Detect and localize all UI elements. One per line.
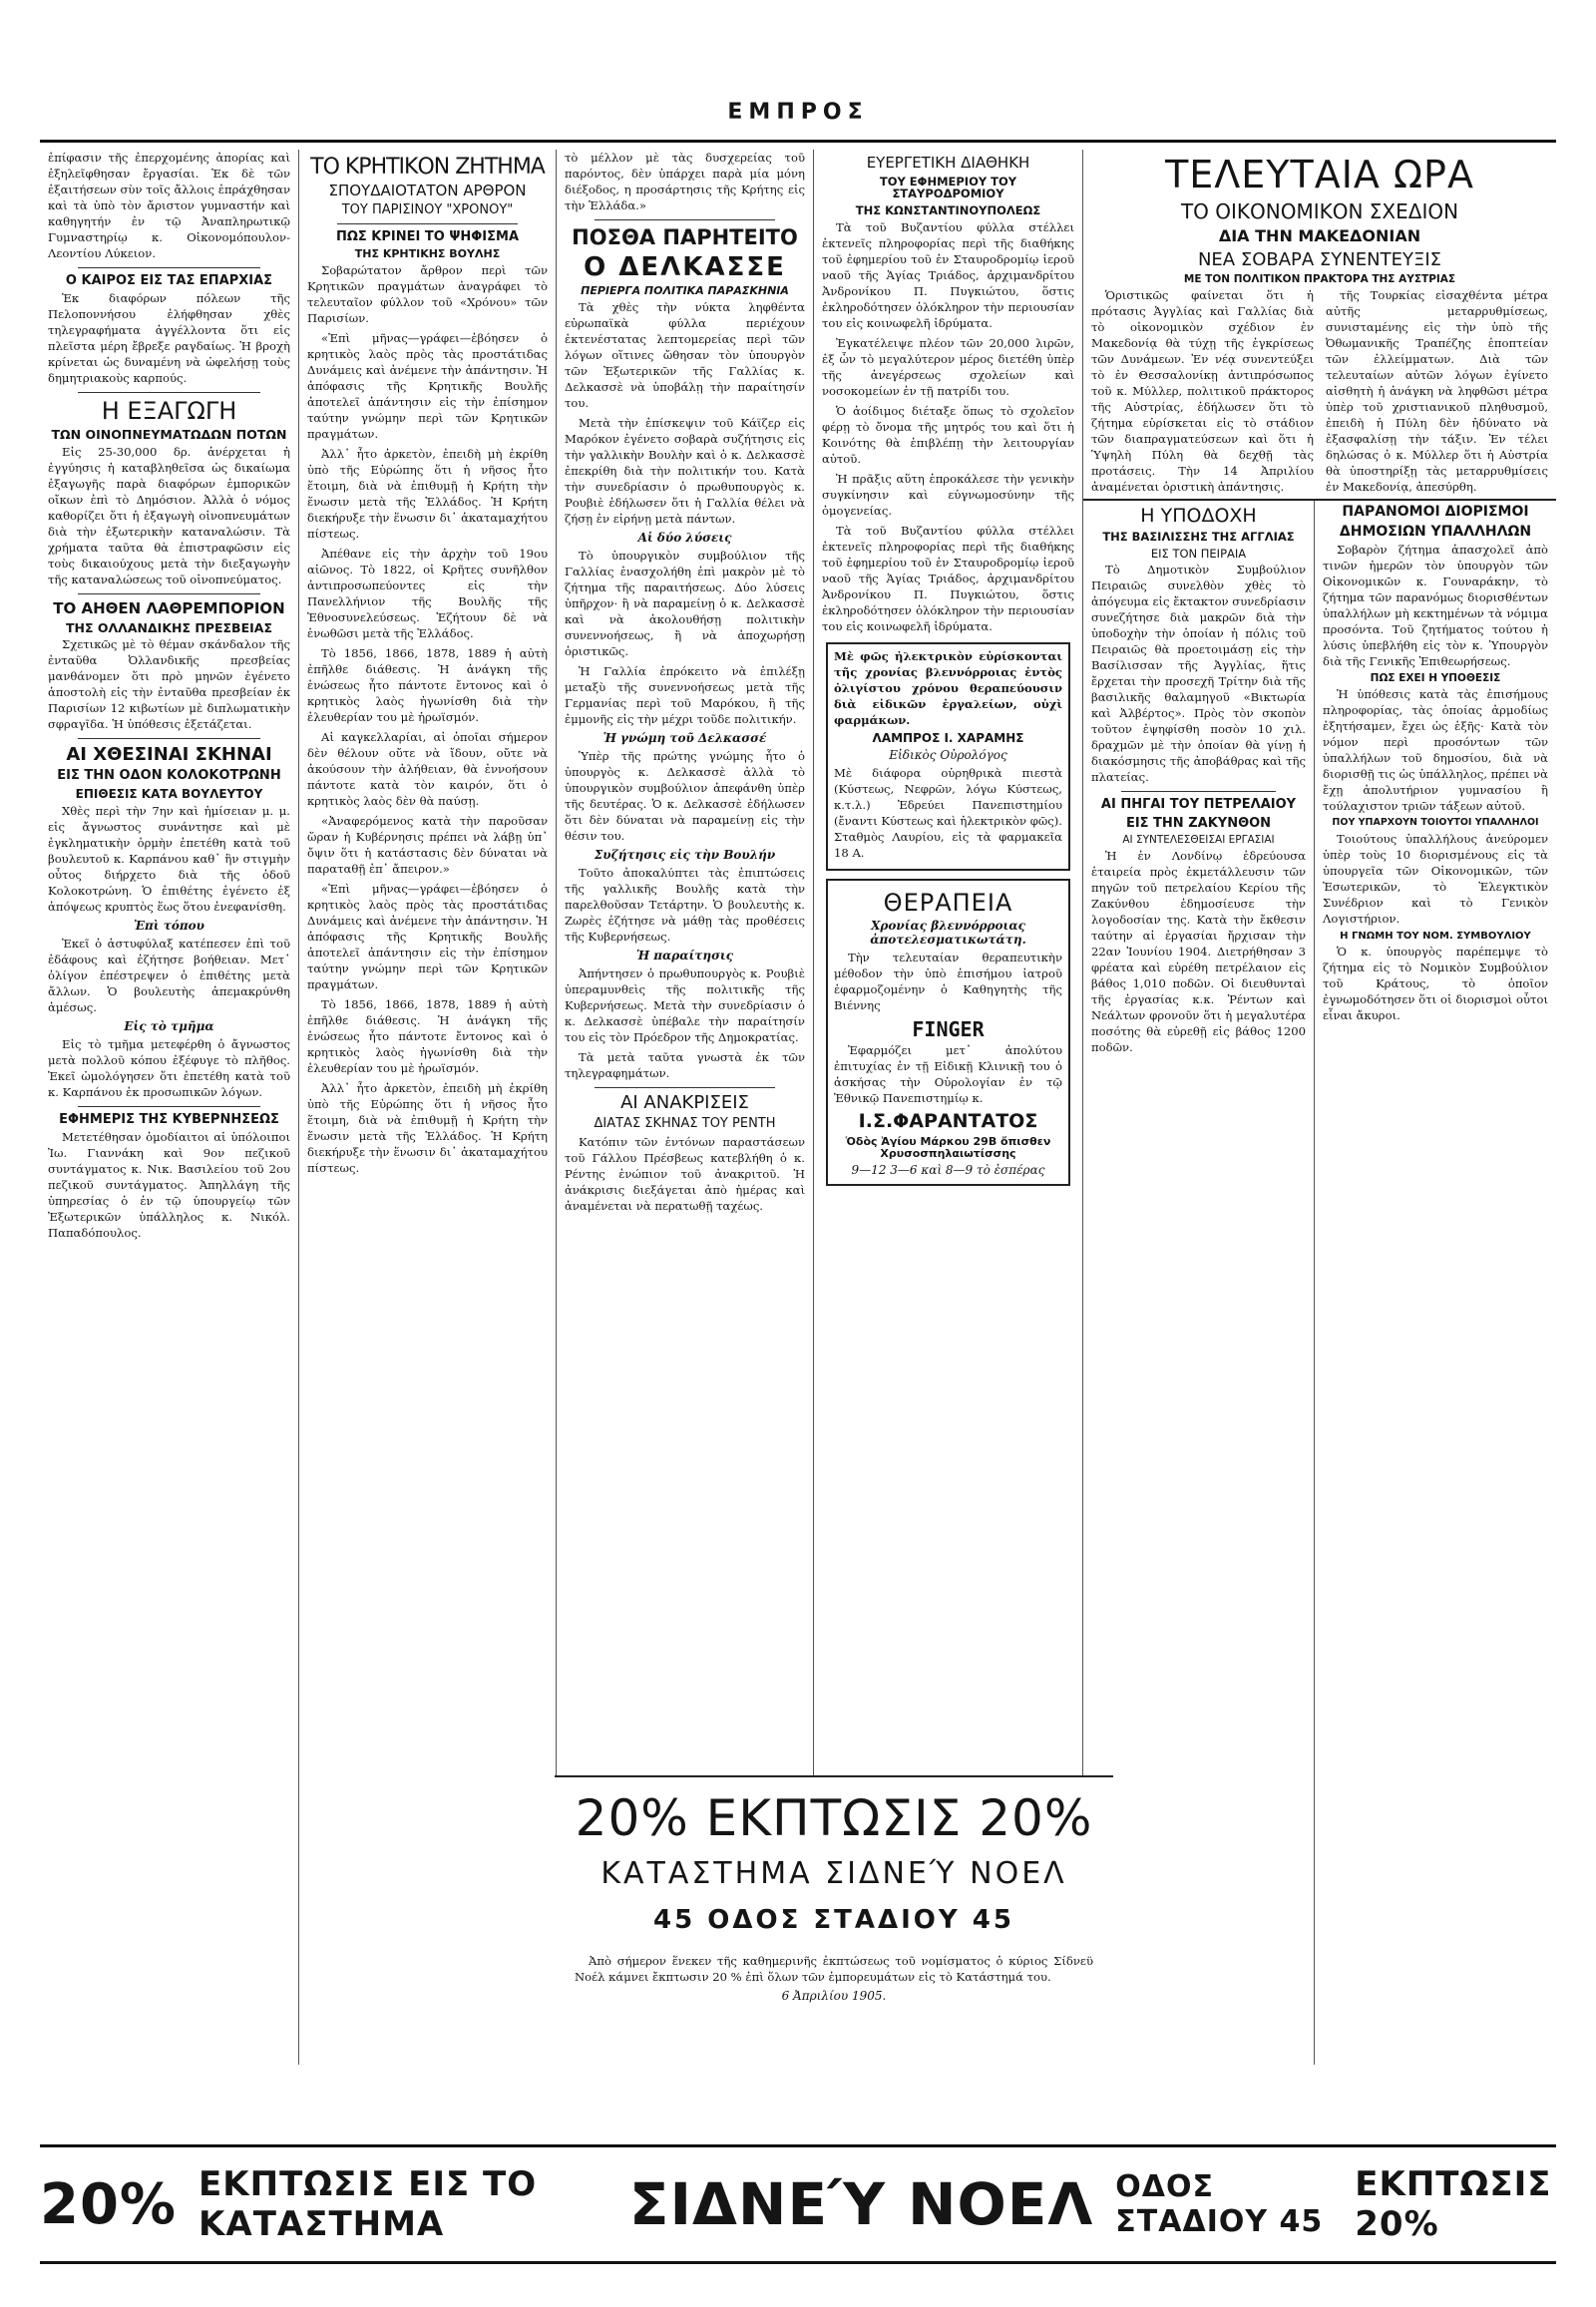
article-text: Τὰ μετὰ ταῦτα γνωστὰ ἐκ τῶν τηλεγραφημάτων. — [565, 1050, 805, 1081]
column-2 — [299, 150, 557, 2065]
headline-anakriseis: ΑΙ ΑΝΑΚΡΙΣΕΙΣ — [620, 1092, 749, 1114]
subhead-praktor: ΜΕ ΤΟΝ ΠΟΛΙΤΙΚΟΝ ΠΡΑΚΤΟΡΑ ΤΗΣ ΑΥΣΤΡΙΑΣ — [1183, 272, 1456, 285]
masthead-rule — [40, 140, 1556, 143]
article-text: Κατόπιν τῶν ἐντόνων παραστάσεων τοῦ Γάλλου Πρέσβεως κατεβλήθη ὁ κ. Ρέντης ἐνώπιον τοῦ ἀνακριτοῦ. Ἡ ἀνάκρισις διεξάγεται ἀπὸ ἡμέρας καὶ ἀναμένεται νὰ περατωθῇ ταχέως. — [565, 1134, 805, 1213]
section-label: ΠΟΥ ΥΠΑΡΧΟΥΝ ΤΟΙΟΥΤΟΙ ΥΠΑΛΛΗΛΟΙ — [1332, 817, 1539, 829]
ad-text: Τὴν τελευταίαν θεραπευτικὴν μέθοδον τὴν ὑπὸ ἐπισήμου ἰατροῦ ἐφαρμοζομένην ὁ Καθηγητὴς τῆς Βιέννης — [834, 951, 1062, 1013]
section-label: Η ΓΝΩΜΗ ΤΟΥ ΝΟΜ. ΣΥΜΒΟΥΛΙΟΥ — [1340, 930, 1531, 942]
subhead-anakriseis: ΔΙΑΤΑΣ ΣΚΗΝΑΣ ΤΟΥ ΡΕΝΤΗ — [594, 1116, 776, 1132]
headline-delkasse-name: Ο ΔΕΛΚΑΣΣΕ — [584, 252, 786, 283]
article-text: Σοβαρὸν ζήτημα ἀπασχολεῖ ἀπὸ τινῶν ἡμερῶν τὸν ὑπουργὸν τῶν Οἰκονομικῶν κ. Γουναράκην, τὸ ζήτημα τῶν παρανόμως διορισθέντων ὑπαλλήλων μὴ κεκτημένων τὰ νόμιμα προσόντα. Τοῦ ζητήματος τούτου ἡ λύσις ὑπεβλήθη εἰς τὸν κ. Ὑπουργὸν διὰ τῆς Γενικῆς Ἐπιθεωρήσεως. — [1323, 542, 1548, 668]
article-text: Ἀλλ᾽ ἦτο ἀρκετὸν, ἐπειδὴ μὴ ἐκρίθη ὑπὸ τῆς Εὐρώπης ὅτι ἡ νῆσος ἦτο ἕτοιμη, διὰ νὰ ἐπιθυμῇ ἡ Κρήτη τὴν ἕνωσιν μετὰ τῆς Ἑλλάδος. Ἡ Κρήτη διεκήρυξε τὴν ἕνωσιν δι᾽ ἀκαταμαχήτου πίστεως. — [307, 1081, 548, 1176]
subhead-kritiko-2: ΤΟΥ ΠΑΡΙΣΙΝΟΥ "ΧΡΟΝΟΥ" — [341, 201, 514, 217]
footer-address: ΟΔΟΣ ΣΤΑΔΙΟΥ 45 — [1115, 2169, 1324, 2239]
ad-hours: 9—12 3—6 καὶ 8—9 τὸ ἑσπέρας — [851, 1163, 1045, 1178]
footer-discount: 20% — [40, 2171, 178, 2237]
subhead-petrelaio: ΕΙΣ ΤΗΝ ΖΑΚΥΝΘΟΝ — [1125, 815, 1272, 831]
footer-discount-2: ΕΚΠΤΩΣΙΣ 20% — [1355, 2164, 1552, 2244]
column-1 — [40, 150, 299, 2065]
ad-address: Ὁδὸς Ἁγίου Μάρκου 29Β ὄπισθεν Χρυσοσπηλαιωτίσσης — [845, 1134, 1051, 1161]
ad-faradatos: Ι.Σ.ΦΑΡΑΝΤΑΤΟΣ — [858, 1110, 1038, 1133]
subhead-kritiko: ΣΠΟΥΔΑΙΟΤΑΤΟΝ ΑΡΘΡΟΝ — [328, 182, 527, 200]
article-text: Χθὲς περὶ τὴν 7ην καὶ ἡμίσειαν μ. μ. εἰς ἄγνωστος συνάντησε καὶ μὲ ἐγκληματικὴν ὁρμὴν ἐπετέθη κατὰ τοῦ βουλευτοῦ κ. Καρπάνου καθ᾽ ἣν στιγμὴν οὗτος διήρχετο διὰ τῆς ὁδοῦ Κολοκοτρώνη. Ὁ ἐπιθέτης ἐγένετο ἐξ ἀπόψεως κρυπτὸς ἕως ὅτου ἐνεφανίσθη. — [48, 803, 290, 914]
article-text: Ὁ κ. ὑπουργὸς παρέπεμψε τὸ ζήτημα εἰς τὸ Νομικὸν Συμβούλιον τοῦ Κράτους, τὸ ὁποῖον ἐγνωμοδότησεν ὅτι οἱ διορισμοὶ οὗτοι εἶναι ἄκυροι. — [1323, 944, 1548, 1022]
footer-store-2: ΝΟΕΛ — [907, 2170, 1094, 2238]
article-text: τὸ μέλλον μὲ τὰς δυσχερείας τοῦ παρόντος, δὲν ὑπάρχει παρὰ μία μόνη διέξοδος, η προσάρτησις τῆς Κρήτης εἰς τὴν Ἑλλάδα.» — [565, 151, 805, 212]
article-text: Ἡ ὑπόθεσις κατὰ τὰς ἐπισήμους πληροφορίας, τὰς ὁποίας ἀρμοδίως ἐξητήσαμεν, ἔχει ὡς ἑξῆς· Κατὰ τὸν νόμον περὶ προσόντων τῶν ὑπαλλήλων τοῦ δημοσίου, διὰ νὰ διορισθῇ τις ὡς ὑπάλληλος, πρέπει νὰ ἔχῃ ἀπολυτήριον γυμνασίου ἢ τούλαχιστον τριῶν τάξεων αὐτοῦ. — [1323, 687, 1548, 814]
article-text: Τὰ χθὲς τὴν νύκτα ληφθέντα εὐρωπαϊκὰ φύλλα περιέχουν ἐκτενέστατας λεπτομερείας περὶ τῶν λόγων οἵτινες ὤθησαν τὸν ὑπουργὸν τῶν Ἐξωτερικῶν τῆς Γαλλίας κ. Δελκασσὲ νὰ ὑποβάλῃ τὴν παραίτησίν του. — [565, 300, 805, 411]
article-text: Αἱ καγκελλαρίαι, αἱ ὁποῖαι σήμερον δὲν θέλουν οὔτε νὰ ἴδουν, οὔτε νὰ ἀκούσουν τὴν ἀλήθειαν, θὰ ἐννοήσουν πάντοτε κατὰ τὸν καιρόν, ὅτι ὁ κρητικὸς λαὸς δὲν θὰ παύσῃ. — [307, 730, 548, 809]
subhead-petrelaio-2: ΑΙ ΣΥΝΤΕΛΕΣΘΕΙΣΑΙ ΕΡΓΑΣΙΑΙ — [1122, 833, 1275, 846]
subhead-ypodochi-2: ΕΙΣ ΤΟΝ ΠΕΙΡΑΙΑ — [1150, 546, 1247, 561]
headline-paranomoi: ΠΑΡΑΝΟΜΟΙ ΔΙΟΡΙΣΜΟΙ — [1342, 504, 1529, 521]
ad-store: ΚΑΤΑΣΤΗΜΑ ΣΙΔΝΕΎ ΝΟΕΛ — [600, 1856, 1067, 1891]
ad-notice: Ἀπὸ σήμερον ἕνεκεν τῆς καθημερινῆς ἐκπτώσεως τοῦ νομίσματος ὁ κύριος Σίδνεϋ Νοέλ κάμνει ἔκπτωσιν 20 % ἐπὶ ὅλων τῶν ἐμπορευμάτων εἰς τὸ Κατάστημά του. — [575, 1954, 1093, 1984]
article-text: Τὰ τοῦ Βυζαντίου φύλλα στέλλει ἐκτενεῖς πληροφορίας περὶ τῆς διαθήκης τοῦ ἐφημερίου τοῦ ἐν Σταυροδρομίῳ ἱεροῦ ναοῦ τῆς Ἁγίας Τριάδος, ἀρχιμανδρίτου Ἀνδρονίκου Π. Πυγκιώτου, ὅστις ἐκληροδότησεν ὁλόκληρον τὴν περιουσίαν του εἰς κοινωφελῆ ἱδρύματα. — [822, 523, 1074, 633]
article-text: Τὸ 1856, 1866, 1878, 1889 ἡ αὐτὴ ἐπῆλθε διάθεσις. Ἡ ἀνάγκη τῆς ἑνώσεως ἦτο πάντοτε ἔντονος καὶ ὁ κρητικὸς λαὸς ἠγωνίσθη διὰ τὴν ἐλευθερίαν του μὲ ἡρωϊσμόν. — [307, 997, 548, 1076]
subhead-lathrempor: ΤΗΣ ΟΛΛΑΝΔΙΚΗΣ ΠΡΕΣΒΕΙΑΣ — [66, 619, 272, 635]
article-text: Ὁ ἀοίδιμος διέταξε ὅπως τὸ σχολεῖον φέρῃ τὸ ὄνομα τῆς μητρός του καὶ ὅτι ἡ Κοινότης θὰ ἐπιβλέπῃ τὴν λειτουργίαν αὐτοῦ. — [822, 403, 1074, 466]
article-text: Τὸ 1856, 1866, 1878, 1889 ἡ αὐτὴ ἐπῆλθε διάθεσις. Ἡ ἀνάγκη τῆς ἑνώσεως ἦτο πάντοτε ἔντονος καὶ ὁ κρητικὸς λαὸς ἠγωνίσθη διὰ τὴν ἐλευθερίαν του μὲ ἡρωϊσμόν. — [307, 646, 548, 725]
ad-specialty: Εἰδικὸς Οὐρολόγος — [889, 747, 1007, 762]
advertisement-sidney-noel — [555, 1775, 1113, 2124]
ad-date: 6 Ἀπριλίου 1905. — [781, 1989, 887, 2003]
separator — [78, 267, 260, 268]
subhead-skinai-2: ΕΠΙΘΕΣΙΣ ΚΑΤΑ ΒΟΥΛΕΥΤΟΥ — [75, 786, 263, 801]
column-5-left — [1083, 501, 1315, 2065]
section-label: Αἱ δύο λύσεις — [637, 531, 732, 546]
headline-diathiki: ΕΥΕΡΓΕΤΙΚΗ ΔΙΑΘΗΚΗ — [866, 154, 1030, 172]
article-text: Ἡ Γαλλία ἐπρόκειτο νὰ ἐπιλέξῃ μεταξὺ τῆς συνεννοήσεως μετὰ τῆς Γερμανίας περὶ τοῦ Μαρόκου, ἢ τῆς ἐμμονῆς εἰς τὴν μέχρι τοῦδε πολιτικήν. — [565, 664, 805, 727]
subhead-oikonomiko: ΤΟ ΟΙΚΟΝΟΜΙΚΟΝ ΣΧΕΔΙΟΝ — [1180, 198, 1459, 223]
headline-ypodochi: Η ΥΠΟΔΟΧΗ — [1140, 505, 1257, 528]
article-text: Σοβαρώτατον ἄρθρον περὶ τῶν Κρητικῶν πραγμάτων ἀναγράφει τὸ τελευταῖον φύλλον τοῦ «Χρόνου» τῶν Παρισίων. — [307, 263, 548, 326]
section-label: Ἡ παραίτησις — [635, 949, 734, 963]
headline-teleftaia-ora: ΤΕΛΕΥΤΑΙΑ ΩΡΑ — [1165, 153, 1474, 196]
article-text: Μετὰ τὴν ἐπίσκεψιν τοῦ Κάϊζερ εἰς Μαρόκον ἐγένετο σοβαρὰ συζήτησις εἰς τὴν γαλλικὴν Βουλὴν καὶ ὁ κ. Δελκασσὲ ἐπεκρίθη διὰ τὴν πολιτικήν του. Κατὰ τὴν συνεδρίασιν ὁ πρωθυπουργὸς κ. Ρουβιὲ ἐδήλωσεν ὅτι ἡ Γαλλία θέλει νὰ ζήσῃ ἐν εἰρήνῃ μετὰ πάντων. — [565, 416, 805, 527]
article-text: Ἀπέθανε εἰς τὴν ἀρχὴν τοῦ 19ου αἰῶνος. Τὸ 1822, οἱ Κρῆτες συνῆλθον ἀντιπροσωπεύοντες εἰς τὴν Πανελλήνιον τῆς Βουλῆς τῆς Ἐθνοσυνελεύσεως. Ἐζήτουν δὲ νὰ ἑνωθῶσι μετὰ τῆς Ἑλλάδος. — [307, 547, 548, 641]
footer-store: ΣΙΔΝΕΎ — [628, 2170, 886, 2238]
masthead — [40, 100, 1556, 125]
subhead-delkasse: ΠΕΡΙΕΡΓΑ ΠΟΛΙΤΙΚΑ ΠΑΡΑΣΚΗΝΙΑ — [581, 284, 789, 298]
ad-subhead: Χρονίας βλεννόρροιας ἀποτελεσματικωτάτη. — [870, 919, 1026, 948]
article-text: Ἐγκατέλειψε πλέον τῶν 20,000 λιρῶν, ἐξ ὧν τὸ μεγαλύτερον μέρος διετέθη ὑπὲρ τῆς ἀνεγέρσεως σχολείων καὶ νοσοκομείων ἐν τῇ πατρίδι του. — [822, 335, 1074, 398]
latest-news-body — [1091, 287, 1548, 499]
newspaper-name: ΕΜΠΡΟΣ — [727, 100, 869, 125]
separator — [595, 219, 775, 220]
subhead-skinai: ΕΙΣ ΤΗΝ ΟΔΟΝ ΚΟΛΟΚΟΤΡΩΝΗ — [57, 768, 281, 784]
separator — [337, 223, 518, 224]
headline-lathrempor: ΤΟ ΑΗΘΕΝ ΛΑΘΡΕΜΠΟΡΙΟΝ — [53, 599, 285, 618]
headline-exagogi: Η ΕΞΑΓΩΓΗ — [101, 397, 237, 426]
article-text: Τὸ Δημοτικὸν Συμβούλιον Πειραιῶς συνελθὸν χθὲς τὸ ἀπόγευμα εἰς ἔκτακτον συνεδρίασιν συνεζήτησε διὰ μακρῶν διὰ τὴν ὑποδοχὴν τὴν ὁποίαν ἡ πόλις τοῦ Πειραιῶς θὰ προετοιμάσῃ εἰς τὴν Βασίλισσαν τῆς Ἀγγλίας, ἥτις ἔρχεται τὴν προσεχῆ Τρίτην διὰ τῆς βασιλικῆς θαλαμηγοῦ «Βικτωρία καὶ Ἀλβέρτος». Πρὸς τὸν σκοπὸν τοῦτον ἐψηφίσθη ποσὸν 10 χιλ. δραχμῶν μὲ τὴν ὁποίαν θὰ γίνῃ ἡ διακόσμησις τῆς ἀποβάθρας καὶ τῆς πλατείας. — [1091, 563, 1306, 785]
subhead-paranomoi: ΔΗΜΟΣΙΩΝ ΥΠΑΛΛΗΛΩΝ — [1339, 523, 1532, 540]
article-text: Ὑπὲρ τῆς πρώτης γνώμης ἦτο ὁ ὑπουργὸς κ. Δελκασσὲ ἀλλὰ τὸ ὑπουργικὸν συμβούλιον ἀπεφάνθη ὑπὲρ τῆς δευτέρας. Ὁ κ. Δελκασσὲ ἐδήλωσεν ὅτι δὲν δύναται νὰ παραμείνῃ εἰς τὴν θέσιν του. — [565, 749, 805, 844]
article-text: Ἐκεῖ ὁ ἀστυφύλαξ κατέπεσεν ἐπὶ τοῦ ἐδάφους καὶ ἐζήτησε βοήθειαν. Μετ᾽ ὀλίγον ἐπέστρεψεν ὁ ἐπιθέτης μετὰ ἄλλων. Ὁ βουλευτὴς ἀπεμακρύνθη ἀμέσως. — [48, 936, 290, 1014]
article-text: «Ἐπὶ μῆνας—γράφει—ἐβόησεν ὁ κρητικὸς λαὸς πρὸς τὰς προστάτιδας Δυνάμεις καὶ ἀνέμενε τὴν ἀπάντησιν. Ἡ ἀπόφασις τῆς Κρητικῆς Βουλῆς ἀποτελεῖ ἀπάντησιν εἰς τὴν ἐπίσημον ταύτην γνώμην περὶ τῶν Κρητικῶν πραγμάτων. — [307, 331, 548, 442]
article-text: Τοῦτο ἀποκαλύπτει τὰς ἐπιπτώσεις τῆς γαλλικῆς Βουλῆς κατὰ τὴν παρελθοῦσαν Τετάρτην. Ὁ βουλευτὴς κ. Ζωρὲς ἐζήτησε νὰ μάθῃ τὰς προθέσεις τῆς Κυβερνήσεως. — [565, 866, 805, 945]
ad-text: Ἐφαρμόζει μετ᾽ ἀπολύτου ἐπιτυχίας ἐν τῇ Εἰδικῇ Κλινικῇ του ὁ ἀσκήσας τὴν Οὐρολογίαν ἐν τῷ Ἐθνικῷ Πανεπιστημίῳ κ. — [834, 1043, 1062, 1106]
article-text: τῆς Τουρκίας εἰσαχθέντα μέτρα αὐτῆς μεταρρυθμίσεως, συνισταμένης εἰς τὴν ὑπὸ τῆς Ὀθωμανικῆς Τραπέζης ἐποπτείαν τῶν ἐλλείμματων. Διὰ τῶν τελευταίων αὐτῶν λόγων ἐγίνετο αἰσθητὴ ἡ ἀνάγκη νὰ ληφθῶσι μέτρα ὑπὲρ τοῦ χριστιανικοῦ πληθυσμοῦ, ἐπειδὴ ἡ Πύλη δὲν ἠδύνατο νὰ ἐξασφαλίσῃ τὴν τάξιν. Ἐν τέλει δηλώσας ὁ κ. Μύλλερ ὅτι ἡ Αὐστρία θὰ ὑποστηρίξῃ τὰς μεταρρυθμίσεις ἐν Μακεδονίᾳ, ἀπεσύρθη. — [1326, 288, 1548, 495]
headline-kairos: Ο ΚΑΙΡΟΣ ΕΙΣ ΤΑΣ ΕΠΑΡΧΙΑΣ — [65, 273, 273, 288]
ad-discount: 20% ΕΚΠΤΩΣΙΣ 20% — [575, 1789, 1093, 1847]
article-text: Ὁριστικῶς φαίνεται ὅτι ἡ πρότασις Ἀγγλίας καὶ Γαλλίας διὰ τὸ οἰκονομικὸν σχέδιον ἐν Μακεδονίᾳ θὰ τύχῃ τῆς ἐγκρίσεως τῶν Δυνάμεων. Ἐν νέᾳ συνεντεύξει τὸ ἐν Θεσσαλονίκῃ ἀντιπρόσωπος τοῦ κ. Μύλλερ, πολιτικοῦ πράκτορος τῆς Αὐστρίας, ἐδήλωσεν ὅτι τὸ ζήτημα εὑρίσκεται εἰς τὸ στάδιον τῶν διαπραγματεύσεων καὶ ὅτι ἡ Ὑψηλὴ Πύλη θὰ δεχθῇ τὰς προτάσεις. Τὴν 14 Ἀπριλίου ἀναμένεται ὁριστικὴ ἀπάντησις. — [1091, 288, 1314, 495]
headline-skinai: ΑΙ ΧΘΕΣΙΝΑΙ ΣΚΗΝΑΙ — [66, 744, 272, 766]
separator — [78, 593, 260, 594]
headline-kritiko: ΤΟ ΚΡΗΤΙΚΟΝ ΖΗΤΗΜΑ — [310, 155, 545, 180]
article-text: Ἀλλ᾽ ἦτο ἀρκετὸν, ἐπειδὴ μὴ ἐκρίθη ὑπὸ τῆς Εὐρώπης ὅτι ἡ νῆσος ἦτο ἕτοιμη, διὰ νὰ ἐπιθυμῇ ἡ Κρήτη τὴν ἕνωσιν μετὰ τῆς Ἑλλάδος. Ἡ Κρήτη διεκήρυξε τὴν ἕνωσιν δι᾽ ἀκαταμαχήτου πίστεως. — [307, 447, 548, 542]
article-text: ἐπίφασιν τῆς ἐπερχομένης ἀπορίας καὶ ἐξηλεῖφθησαν ἔργασίαι. Ἐκ δὲ τῶν ἐξαιτήσεων σὺν τοῖς ἄλλοις ἐπράχθησαν καὶ τὰ ὑπὸ τὸν ἄριστον γυμναστήν καὶ καθηγητήν ἐν τῷ Ἀναπληρωτικῷ Γυμναστηρίῳ κ. Οἰκονομόπουλον-Λεοντίου Λύκειον. — [48, 151, 290, 260]
column-5 — [1083, 150, 1556, 2065]
article-text: Εἰς 25-30,000 δρ. ἀνέρχεται ἡ ἐγγύησις ἡ καταβληθεῖσα ὡς δικαίωμα ἐξαγωγῆς παρὰ διαφόρων ἐμπορικῶν οἴκων ἐπὶ τὸ Δημόσιον. Ἀλλὰ ὁ νόμος καθορίζει ὅτι ἡ ἐξαγωγὴ οἰνοπνευμάτων διὰ τὴν ἐξωτερικὴν καταναλώσιν. Τὰ χρήματα ταῦτα θὰ ἐπιστραφῶσιν εἰς τοὺς δικαιούχους μετὰ τὴν διεξαγωγὴν τῆς καταναλώσεως τοῦ οἰνοπνεύματος. — [48, 445, 290, 587]
article-text: Τοιούτους ὑπαλλήλους ἀνεύρομεν ὑπὲρ τοὺς 10 διορισμένους εἰς τὰ ὑπουργεῖα τῶν Οἰκονομικῶν, τῶν Ἐσωτερικῶν, τὸ Ἐλεγκτικὸν Συνέδριον καὶ τὸ Γενικὸν Λογιστήριον. — [1323, 831, 1548, 926]
headline-delkasse: ΠΟΣΘΑ ΠΑΡΗΤΕΙΤΟ — [572, 225, 798, 249]
separator — [595, 1087, 775, 1088]
article-text: Μετετέθησαν ὁμοδίαιτοι αἱ ὑπόλοιποι Ἰω. Γιαννάκη καὶ 9ον πεζικοῦ συντάγματος κ. Νικ. Βασιλείου τοῦ 2ου πεζικοῦ συντάγματος. Ἀπηλλάγη τῆς ὑπηρεσίας ὁ ἐν τῷ ὑπουργείῳ τῶν Ἐξωτερικῶν ὑπάλληλος κ. Νικόλ. Παπαδόπουλος. — [48, 1130, 290, 1241]
subhead-diathiki-2: ΤΗΣ ΚΩΝΣΤΑΝΤΙΝΟΥΠΟΛΕΩΣ — [855, 203, 1041, 218]
subhead-kritiko-3: ΠΩΣ ΚΡΙΝΕΙ ΤΟ ΨΗΦΙΣΜΑ — [335, 228, 520, 244]
advertisement-charamis — [826, 642, 1070, 871]
latest-news — [1083, 150, 1556, 499]
article-text: Ἡ ἐν Λονδίνῳ ἑδρεύουσα ἑταιρεία πρὸς ἐκμετάλλευσιν τῶν πηγῶν τοῦ πετρελαίου Κερίου τῆς Ζακύνθου ἐδημοσίευσε τὴν λογοδοσίαν της. Κατὰ τὴν ἔκθεσιν ταύτην αἱ ἐργασίαι ἤρχισαν τὴν 22αν Ἰουνίου 1904. Διετρήθησαν 3 φρέατα καὶ εὑρέθη πετρέλαιον εἰς βάθος 1,010 ποδῶν. Οἱ διευθυνταὶ τῆς ἐργασίας κ.κ. Ῥέντων καὶ Νεάλτων φρονοῦν ὅτι ἡ μεγαλυτέρα ποσότης θὰ εὑρεθῇ εἰς βάθος 1200 ποδῶν. — [1091, 849, 1306, 1055]
ad-text: Μὲ φῶς ἠλεκτρικὸν εὑρίσκονται τῆς χρονίας βλεννόρροιας ἐντὸς ὀλιγίστου χρόνου θεραπεύουσιν διὰ εἰδικῶν ἐργαλείων, οὐχὶ φαρμάκων. — [834, 648, 1062, 727]
subhead-exagogi: ΤΩΝ ΟΙΝΟΠΝΕΥΜΑΤΩΔΩΝ ΠΟΤΩΝ — [51, 427, 287, 443]
article-text: «Ἐπὶ μῆνας—γράφει—ἐβόησεν ὁ κρητικὸς λαὸς πρὸς τὰς προστάτιδας Δυνάμεις καὶ ἀνέμενε τὴν ἀπάντησιν. Ἡ ἀπόφασις τῆς Κρητικῆς Βουλῆς ἀποτελεῖ ἀπάντησιν εἰς τὴν ἐπίσημον ταύτην γνώμην περὶ τῶν Κρητικῶν πραγμάτων. — [307, 882, 548, 992]
ad-headline: ΘΕΡΑΠΕΙΑ — [883, 888, 1013, 917]
article-text: «Ἀναφερόμενος κατὰ τὴν παροῦσαν ὥραν ἡ Κυβέρνησις πρέπει νὰ λάβῃ ὑπ᾽ ὄψιν ὅτι ἡ κατάστασις δὲν δύναται νὰ παραταθῇ ἐπ᾽ ἄπειρον.» — [307, 814, 548, 877]
section-label: Ἡ γνώμη τοῦ Δελκασσέ — [602, 731, 767, 746]
footer-banner — [40, 2144, 1556, 2264]
article-text: Τὸ ὑπουργικὸν συμβούλιον τῆς Γαλλίας ἐνασχολήθη ἐπὶ μακρὸν μὲ τὸ ζήτημα τῆς παραιτήσεως. Δύο λύσεις ὑπῆρχον· ἢ νὰ παραμείνῃ ὁ κ. Δελκασσὲ καὶ νὰ ἀκολουθήσῃ πολιτικὴν συνεννοήσεως, ἢ νὰ ἀποχωρήσῃ ὁριστικῶς. — [565, 549, 805, 659]
separator — [1121, 791, 1276, 792]
subhead-synenteuxis: ΝΕΑ ΣΟΒΑΡΑ ΣΥΝΕΝΤΕΥΞΙΣ — [1197, 248, 1442, 270]
article-text: Τὰ τοῦ Βυζαντίου φύλλα στέλλει ἐκτενεῖς πληροφορίας περὶ τῆς διαθήκης τοῦ ἐφημερίου τοῦ ἐν Σταυροδρομίῳ ἱεροῦ ναοῦ τῆς Ἁγίας Τριάδος, ἀρχιμανδρίτου Ἀνδρονίκου Π. Πυγκιώτου, ὅστις ἐκληροδότησεν ὁλόκληρον τὴν περιουσίαν του εἰς κοινωφελῆ ἱδρύματα. — [822, 219, 1074, 330]
section-label: Συζήτησις εἰς τὴν Βουλήν — [594, 848, 776, 863]
subhead-ypodochi: ΤΗΣ ΒΑΣΙΛΙΣΣΗΣ ΤΗΣ ΑΓΓΛΙΑΣ — [1102, 530, 1295, 545]
footer-text: ΕΚΠΤΩΣΙΣ ΕΙΣ ΤΟ ΚΑΤΑΣΤΗΜΑ — [199, 2164, 538, 2244]
ad-name: ΛΑΜΠΡΟΣ Ι. ΧΑΡΑΜΗΣ — [872, 730, 1024, 745]
headline-efimeris: ΕΦΗΜΕΡΙΣ ΤΗΣ ΚΥΒΕΡΝΗΣΕΩΣ — [59, 1111, 279, 1127]
subhead-kritiko-4: ΤΗΣ ΚΡΗΤΙΚΗΣ ΒΟΥΛΗΣ — [354, 247, 501, 261]
ad-address: 45 ΟΔΟΣ ΣΤΑΔΙΟΥ 45 — [653, 1905, 1014, 1935]
headline-petrelaio: ΑΙ ΠΗΓΑΙ ΤΟΥ ΠΕΤΡΕΛΑΙΟΥ — [1100, 797, 1297, 813]
article-text: Ἡ πρᾶξις αὕτη ἐπροκάλεσε τὴν γενικὴν συγκίνησιν καὶ εὐγνωμοσύνην τῆς ὁμογενείας. — [822, 471, 1074, 518]
separator — [78, 392, 260, 393]
column-5-right — [1315, 501, 1556, 2065]
subhead-makedonia: ΔΙΑ ΤΗΝ ΜΑΚΕΔΟΝΙΑΝ — [1218, 225, 1421, 245]
separator — [78, 1106, 260, 1107]
article-text: Σχετικῶς μὲ τὸ θέμαν σκάνδαλον τῆς ἐνταῦθα Ὀλλανδικῆς πρεσβείας μανθάνομεν ὅτι πρὸ μηνῶν ἐγένετο ἀποστολὴ εἰς τὴν ἐνταῦθα πρεσβείαν ἐκ Παρισίων 12 κιβωτίων μὲ διπλωματικὴν σφραγῖδα. Ἡ ὑπόθεσις ἐξετάζεται. — [48, 637, 290, 732]
article-text: Εἰς τὸ τμῆμα μετεφέρθη ὁ ἄγνωστος μετὰ πολλοῦ κόπου ἐξέφυγε τὸ πλῆθος. Ἐκεῖ ὡμολόγησεν ὅτι ἐπετέθη κατὰ τοῦ κ. Καρπάνου ἐκ προσωπικῶν λόγων. — [48, 1036, 290, 1099]
ad-text: Μὲ διάφορα οὐρηθρικὰ πιεστὰ (Κύστεως, Νεφρῶν, λόγω Κύστεως, κ.τ.λ.) Ἐδρεύει Πανεπιστημίου (ἔναντι Κύστεως καὶ ἠλεκτρικὸν φῶς). Σταθμὸς Λαυρίου, εἰς τὰ φαρμακεῖα 18 Α. — [834, 765, 1062, 860]
section-label: ΠΩΣ ΕΧΕΙ Η ΥΠΟΘΕΣΙΣ — [1370, 671, 1501, 684]
article-text: Ἀπήντησεν ὁ πρωθυπουργὸς κ. Ρουβιὲ ὑπεραμυνθεὶς τῆς πολιτικῆς τῆς Κυβερνήσεως. Μετὰ τὴν συνεδρίασιν ὁ κ. Δελκασσὲ ὑπέβαλε τὴν παραίτησίν του εἰς τὸν Πρόεδρον τῆς Δημοκρατίας. — [565, 966, 805, 1045]
section-label: Ἐπὶ τόπου — [134, 918, 204, 933]
section-label: Εἰς τὸ τμῆμα — [124, 1018, 214, 1033]
subhead-diathiki: ΤΟΥ ΕΦΗΜΕΡΙΟΥ ΤΟΥ ΣΤΑΥΡΟΔΡΟΜΙΟΥ — [879, 174, 1017, 201]
separator — [78, 738, 260, 739]
column-5-lower — [1083, 499, 1556, 2065]
ad-finger: FINGER — [912, 1017, 985, 1042]
advertisement-therapeia — [826, 879, 1070, 1186]
article-text: Ἐκ διαφόρων πόλεων τῆς Πελοποννήσου ἐλήφθησαν χθὲς τηλεγραφήματα ἀγγέλλοντα ὅτι εἰς πλεῖστα μέρη ἔβρεξε ραγδαίως. Ἡ βροχὴ κρίνεται ὡς δυναμένη νὰ ὠφελήσῃ τοὺς δημητριακοὺς καρπούς. — [48, 291, 290, 386]
